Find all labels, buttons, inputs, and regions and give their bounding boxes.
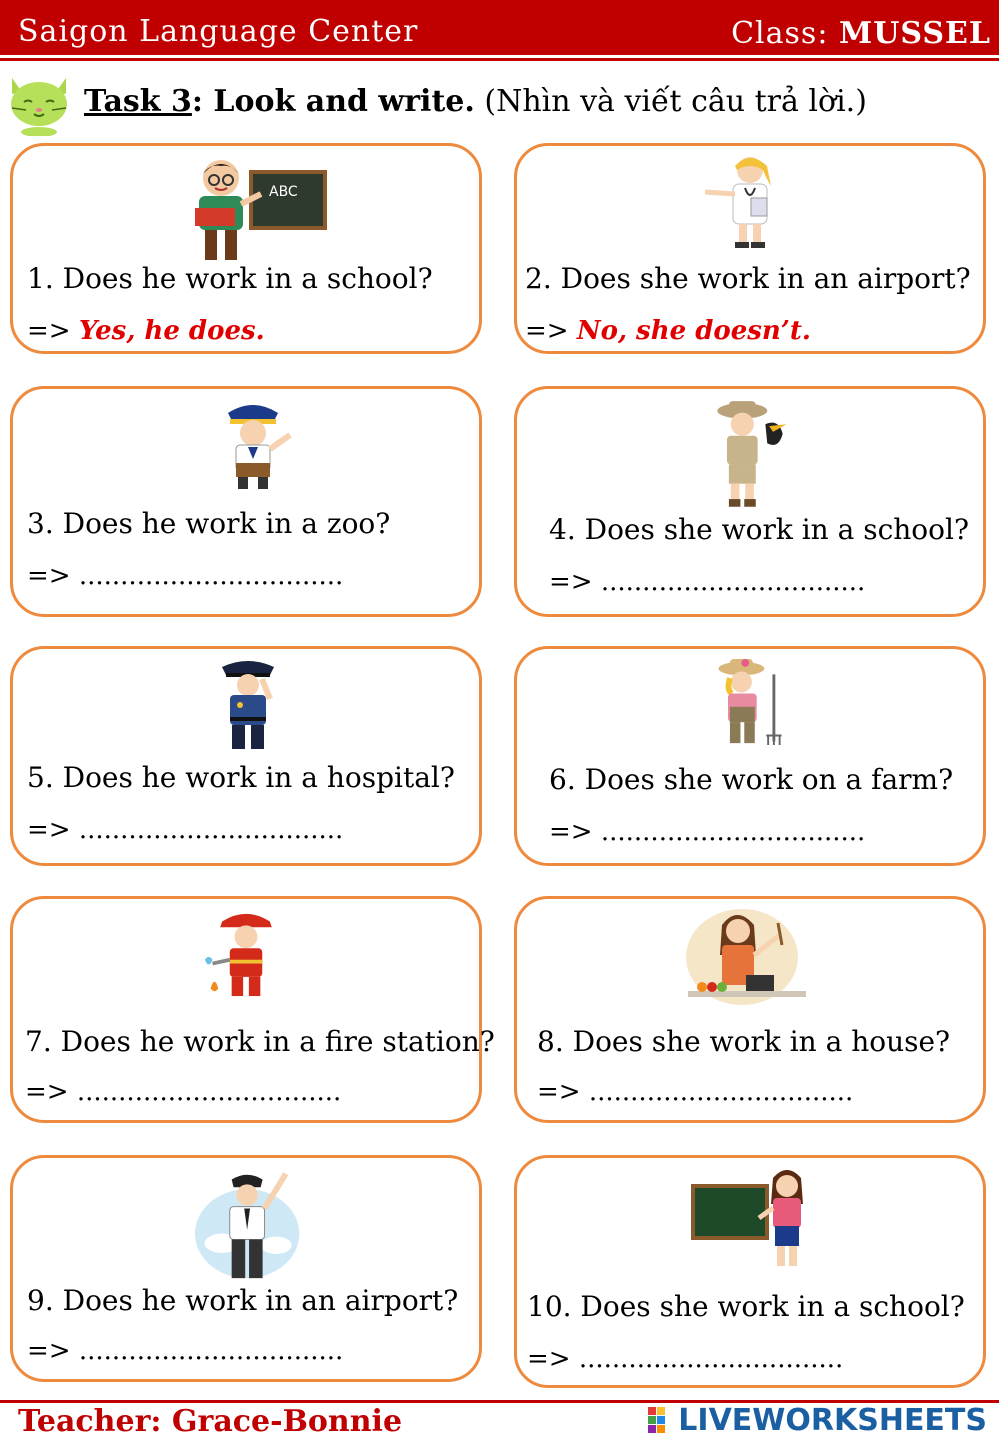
answer-prefix-7: => [25,1077,77,1107]
pilot-man-icon [193,1164,309,1284]
answer-prefix-2: => [525,316,577,346]
question-card-6 [514,646,986,866]
cook-woman-icon [682,905,812,1015]
task-number: Task 3 [84,84,192,119]
answer-prefix-6: => [549,817,601,847]
liveworksheets-logo[interactable] [646,1402,987,1438]
header-divider [0,58,999,61]
answer-line-4 [549,567,865,597]
farmer-girl-icon [707,655,793,751]
answer-10: ................................ [578,1344,844,1374]
question-card-3 [10,386,482,617]
question-2: 2. Does she work in an airport? [525,262,971,295]
female-doctor-icon [695,152,805,252]
question-card-7 [10,896,495,1123]
answer-line-5 [27,815,343,845]
task-title: : Look and write. [191,84,475,119]
female-teacher-icon [689,1164,819,1274]
answer-3: ................................ [78,561,344,591]
class-label [731,16,991,51]
question-card-2 [514,143,986,354]
answer-line-2 [525,316,811,346]
answer-prefix-3: => [27,561,79,591]
question-card-5 [10,646,482,866]
question-card-9 [10,1155,482,1382]
answer-prefix-4: => [549,567,601,597]
logo-text: LIVEWORKSHEETS [678,1402,987,1438]
task-subtitle: (Nhìn và viết câu trả lời.) [474,84,867,119]
question-7: 7. Does he work in a fire station? [25,1025,495,1058]
question-1: 1. Does he work in a school? [27,262,433,295]
class-prefix: Class: [731,16,829,51]
task-instruction [84,84,867,119]
teacher-name: Teacher: Grace-Bonnie [18,1404,403,1439]
answer-4: ................................ [600,567,866,597]
question-8: 8. Does she work in a house? [537,1025,951,1058]
pilot-boy-icon [208,395,298,495]
policeman-icon [208,655,288,755]
answer-line-1 [27,316,265,346]
question-3: 3. Does he work in a zoo? [27,507,391,540]
logo-grid-icon [646,1405,676,1435]
male-teacher-icon [181,154,331,264]
answer-prefix-1: => [27,316,79,346]
answer-line-8 [537,1077,853,1107]
answer-line-10 [527,1344,843,1374]
page-header [0,0,999,55]
answer-line-9 [27,1336,343,1366]
cat-icon [4,72,74,136]
question-card-1 [10,143,482,354]
firefighter-icon [203,905,289,1003]
center-name: Saigon Language Center [18,14,419,49]
task-heading [0,68,999,136]
answer-prefix-5: => [27,815,79,845]
answer-9: ................................ [78,1336,344,1366]
question-5: 5. Does he work in a hospital? [27,761,455,794]
answer-5: ................................ [78,815,344,845]
question-10: 10. Does she work in a school? [527,1290,965,1323]
svg-text:ABC: ABC [269,184,298,200]
answer-2: No, she doesn’t. [576,316,811,346]
class-name: MUSSEL [838,16,991,51]
answer-line-7 [25,1077,341,1107]
question-card-10 [514,1155,986,1388]
answer-prefix-9: => [27,1336,79,1366]
question-4: 4. Does she work in a school? [549,513,969,546]
answer-line-6 [549,817,865,847]
question-6: 6. Does she work on a farm? [549,763,954,796]
answer-7: ................................ [76,1077,342,1107]
answer-8: ................................ [588,1077,854,1107]
answer-1: Yes, he does. [78,316,265,346]
question-card-4 [514,386,986,617]
answer-prefix-8: => [537,1077,589,1107]
answer-6: ................................ [600,817,866,847]
answer-line-3 [27,561,343,591]
zookeeper-girl-icon [702,395,798,511]
answer-prefix-10: => [527,1344,579,1374]
question-9: 9. Does he work in an airport? [27,1284,459,1317]
question-card-8 [514,896,986,1123]
